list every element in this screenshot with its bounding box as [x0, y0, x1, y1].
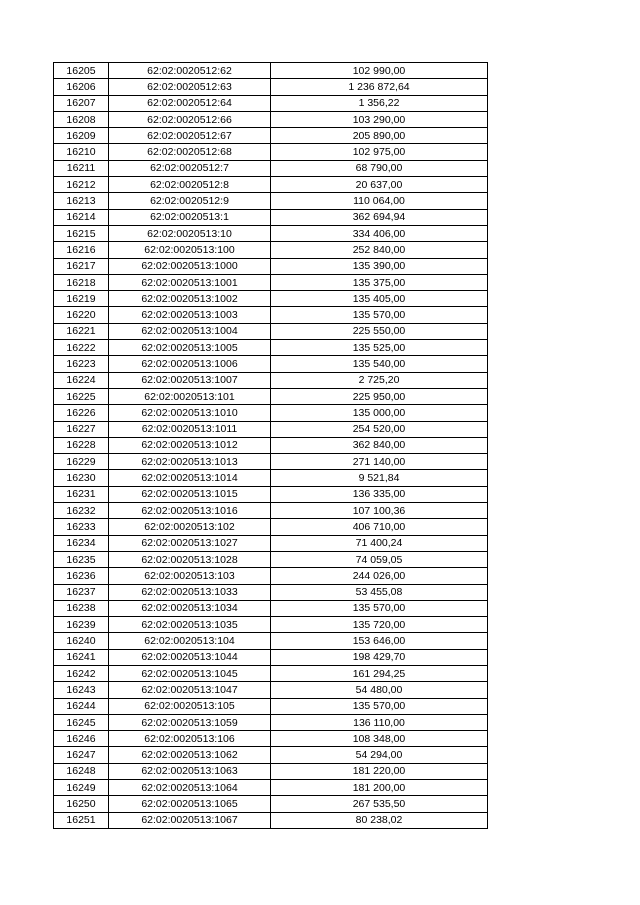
cadastral-value-cell: 135 570,00 [271, 307, 488, 323]
cadastral-number-cell: 62:02:0020513:1003 [109, 307, 271, 323]
cadastral-value-cell: 54 480,00 [271, 682, 488, 698]
table-row [54, 714, 488, 730]
cadastral-value-cell: 136 110,00 [271, 714, 488, 730]
row-number-cell: 16241 [54, 649, 109, 665]
cadastral-number-cell: 62:02:0020512:64 [109, 95, 271, 111]
cadastral-value-cell: 252 840,00 [271, 242, 488, 258]
cadastral-number-cell: 62:02:0020513:1002 [109, 291, 271, 307]
cadastral-value-cell: 135 390,00 [271, 258, 488, 274]
row-number-cell: 16215 [54, 225, 109, 241]
cadastral-number-cell: 62:02:0020513:1033 [109, 584, 271, 600]
cadastral-number-cell: 62:02:0020513:1044 [109, 649, 271, 665]
table-row [54, 209, 488, 225]
cadastral-value-cell: 103 290,00 [271, 111, 488, 127]
cadastral-number-cell: 62:02:0020513:1065 [109, 796, 271, 812]
row-number-cell: 16212 [54, 177, 109, 193]
cadastral-value-cell: 161 294,25 [271, 665, 488, 681]
cadastral-number-cell: 62:02:0020512:7 [109, 160, 271, 176]
cadastral-number-cell: 62:02:0020513:104 [109, 633, 271, 649]
cadastral-number-cell: 62:02:0020513:1016 [109, 503, 271, 519]
cadastral-value-cell: 135 000,00 [271, 405, 488, 421]
cadastral-value-cell: 1 356,22 [271, 95, 488, 111]
table-row [54, 649, 488, 665]
row-number-cell: 16235 [54, 551, 109, 567]
cadastral-value-cell: 362 694,94 [271, 209, 488, 225]
row-number-cell: 16238 [54, 600, 109, 616]
table-row [54, 470, 488, 486]
cadastral-value-cell: 135 720,00 [271, 617, 488, 633]
cadastral-value-cell: 135 540,00 [271, 356, 488, 372]
table-row [54, 454, 488, 470]
cadastral-value-cell: 135 525,00 [271, 340, 488, 356]
table-row [54, 519, 488, 535]
cadastral-value-cell: 135 570,00 [271, 698, 488, 714]
row-number-cell: 16228 [54, 437, 109, 453]
row-number-cell: 16213 [54, 193, 109, 209]
cadastral-number-cell: 62:02:0020513:10 [109, 225, 271, 241]
row-number-cell: 16206 [54, 79, 109, 95]
row-number-cell: 16220 [54, 307, 109, 323]
table-row [54, 274, 488, 290]
cadastral-number-cell: 62:02:0020513:1028 [109, 551, 271, 567]
row-number-cell: 16249 [54, 780, 109, 796]
cadastral-value-cell: 205 890,00 [271, 128, 488, 144]
table-row [54, 747, 488, 763]
row-number-cell: 16251 [54, 812, 109, 828]
cadastral-number-cell: 62:02:0020513:1027 [109, 535, 271, 551]
table-row [54, 193, 488, 209]
table-row [54, 95, 488, 111]
table-row [54, 731, 488, 747]
cadastral-number-cell: 62:02:0020513:106 [109, 731, 271, 747]
row-number-cell: 16226 [54, 405, 109, 421]
cadastral-number-cell: 62:02:0020513:1001 [109, 274, 271, 290]
cadastral-number-cell: 62:02:0020513:1012 [109, 437, 271, 453]
table-row [54, 698, 488, 714]
row-number-cell: 16217 [54, 258, 109, 274]
cadastral-value-cell: 225 950,00 [271, 388, 488, 404]
cadastral-value-cell: 108 348,00 [271, 731, 488, 747]
table-row [54, 258, 488, 274]
table-row [54, 225, 488, 241]
row-number-cell: 16231 [54, 486, 109, 502]
cadastral-value-cell: 181 200,00 [271, 780, 488, 796]
row-number-cell: 16224 [54, 372, 109, 388]
cadastral-number-cell: 62:02:0020513:1063 [109, 763, 271, 779]
table-row [54, 242, 488, 258]
row-number-cell: 16214 [54, 209, 109, 225]
row-number-cell: 16219 [54, 291, 109, 307]
cadastral-value-cell: 102 990,00 [271, 63, 488, 79]
table-row [54, 405, 488, 421]
cadastral-number-cell: 62:02:0020513:1005 [109, 340, 271, 356]
cadastral-number-cell: 62:02:0020513:1047 [109, 682, 271, 698]
cadastral-number-cell: 62:02:0020513:1011 [109, 421, 271, 437]
table-row [54, 291, 488, 307]
table-row [54, 551, 488, 567]
row-number-cell: 16208 [54, 111, 109, 127]
table-row [54, 307, 488, 323]
cadastral-number-cell: 62:02:0020513:1062 [109, 747, 271, 763]
table-row [54, 763, 488, 779]
table-row [54, 356, 488, 372]
cadastral-number-cell: 62:02:0020512:66 [109, 111, 271, 127]
cadastral-value-cell: 153 646,00 [271, 633, 488, 649]
cadastral-number-cell: 62:02:0020512:8 [109, 177, 271, 193]
cadastral-value-cell: 267 535,50 [271, 796, 488, 812]
cadastral-value-cell: 2 725,20 [271, 372, 488, 388]
cadastral-value-cell: 54 294,00 [271, 747, 488, 763]
cadastral-number-cell: 62:02:0020513:1064 [109, 780, 271, 796]
cadastral-number-cell: 62:02:0020513:1 [109, 209, 271, 225]
cadastral-number-cell: 62:02:0020513:1059 [109, 714, 271, 730]
cadastral-number-cell: 62:02:0020513:103 [109, 568, 271, 584]
cadastral-value-cell: 74 059,05 [271, 551, 488, 567]
table-row [54, 796, 488, 812]
document-page [53, 62, 487, 829]
table-row [54, 63, 488, 79]
row-number-cell: 16216 [54, 242, 109, 258]
table-row [54, 600, 488, 616]
row-number-cell: 16230 [54, 470, 109, 486]
cadastral-number-cell: 62:02:0020513:1034 [109, 600, 271, 616]
table-row [54, 682, 488, 698]
cadastral-value-cell: 1 236 872,64 [271, 79, 488, 95]
row-number-cell: 16229 [54, 454, 109, 470]
table-row [54, 111, 488, 127]
row-number-cell: 16248 [54, 763, 109, 779]
cadastral-number-cell: 62:02:0020512:68 [109, 144, 271, 160]
cadastral-value-table [53, 62, 488, 829]
row-number-cell: 16233 [54, 519, 109, 535]
cadastral-number-cell: 62:02:0020512:63 [109, 79, 271, 95]
cadastral-number-cell: 62:02:0020513:102 [109, 519, 271, 535]
cadastral-value-cell: 71 400,24 [271, 535, 488, 551]
table-row [54, 665, 488, 681]
row-number-cell: 16239 [54, 617, 109, 633]
row-number-cell: 16205 [54, 63, 109, 79]
table-row [54, 323, 488, 339]
row-number-cell: 16221 [54, 323, 109, 339]
table-row [54, 437, 488, 453]
cadastral-value-cell: 20 637,00 [271, 177, 488, 193]
row-number-cell: 16244 [54, 698, 109, 714]
table-row [54, 584, 488, 600]
row-number-cell: 16247 [54, 747, 109, 763]
table-row [54, 160, 488, 176]
cadastral-number-cell: 62:02:0020513:1007 [109, 372, 271, 388]
row-number-cell: 16243 [54, 682, 109, 698]
cadastral-number-cell: 62:02:0020512:9 [109, 193, 271, 209]
cadastral-value-cell: 135 570,00 [271, 600, 488, 616]
table-row [54, 177, 488, 193]
table-row [54, 780, 488, 796]
cadastral-value-cell: 110 064,00 [271, 193, 488, 209]
row-number-cell: 16250 [54, 796, 109, 812]
table-row [54, 617, 488, 633]
table-body [54, 63, 488, 829]
cadastral-value-cell: 9 521,84 [271, 470, 488, 486]
table-row [54, 535, 488, 551]
table-row [54, 421, 488, 437]
cadastral-value-cell: 198 429,70 [271, 649, 488, 665]
table-row [54, 144, 488, 160]
cadastral-value-cell: 225 550,00 [271, 323, 488, 339]
cadastral-number-cell: 62:02:0020513:1015 [109, 486, 271, 502]
row-number-cell: 16218 [54, 274, 109, 290]
cadastral-number-cell: 62:02:0020513:1000 [109, 258, 271, 274]
row-number-cell: 16242 [54, 665, 109, 681]
row-number-cell: 16236 [54, 568, 109, 584]
cadastral-number-cell: 62:02:0020513:1006 [109, 356, 271, 372]
table-row [54, 79, 488, 95]
cadastral-value-cell: 334 406,00 [271, 225, 488, 241]
cadastral-value-cell: 254 520,00 [271, 421, 488, 437]
cadastral-value-cell: 107 100,36 [271, 503, 488, 519]
cadastral-number-cell: 62:02:0020513:1013 [109, 454, 271, 470]
cadastral-value-cell: 362 840,00 [271, 437, 488, 453]
cadastral-number-cell: 62:02:0020513:1067 [109, 812, 271, 828]
cadastral-value-cell: 102 975,00 [271, 144, 488, 160]
row-number-cell: 16225 [54, 388, 109, 404]
cadastral-number-cell: 62:02:0020512:62 [109, 63, 271, 79]
cadastral-number-cell: 62:02:0020513:1010 [109, 405, 271, 421]
row-number-cell: 16222 [54, 340, 109, 356]
table-row [54, 633, 488, 649]
cadastral-value-cell: 68 790,00 [271, 160, 488, 176]
cadastral-number-cell: 62:02:0020513:1045 [109, 665, 271, 681]
row-number-cell: 16207 [54, 95, 109, 111]
cadastral-value-cell: 53 455,08 [271, 584, 488, 600]
row-number-cell: 16237 [54, 584, 109, 600]
table-row [54, 340, 488, 356]
cadastral-value-cell: 80 238,02 [271, 812, 488, 828]
cadastral-value-cell: 181 220,00 [271, 763, 488, 779]
table-row [54, 372, 488, 388]
table-row [54, 486, 488, 502]
cadastral-value-cell: 406 710,00 [271, 519, 488, 535]
cadastral-value-cell: 135 375,00 [271, 274, 488, 290]
row-number-cell: 16240 [54, 633, 109, 649]
cadastral-number-cell: 62:02:0020513:100 [109, 242, 271, 258]
table-row [54, 568, 488, 584]
row-number-cell: 16211 [54, 160, 109, 176]
row-number-cell: 16210 [54, 144, 109, 160]
table-row [54, 388, 488, 404]
cadastral-value-cell: 136 335,00 [271, 486, 488, 502]
row-number-cell: 16232 [54, 503, 109, 519]
row-number-cell: 16227 [54, 421, 109, 437]
cadastral-value-cell: 244 026,00 [271, 568, 488, 584]
cadastral-number-cell: 62:02:0020513:1035 [109, 617, 271, 633]
table-row [54, 128, 488, 144]
cadastral-number-cell: 62:02:0020513:1014 [109, 470, 271, 486]
cadastral-number-cell: 62:02:0020513:105 [109, 698, 271, 714]
cadastral-number-cell: 62:02:0020513:101 [109, 388, 271, 404]
cadastral-value-cell: 135 405,00 [271, 291, 488, 307]
cadastral-number-cell: 62:02:0020513:1004 [109, 323, 271, 339]
row-number-cell: 16209 [54, 128, 109, 144]
table-row [54, 503, 488, 519]
row-number-cell: 16245 [54, 714, 109, 730]
cadastral-value-cell: 271 140,00 [271, 454, 488, 470]
table-row [54, 812, 488, 828]
row-number-cell: 16234 [54, 535, 109, 551]
cadastral-number-cell: 62:02:0020512:67 [109, 128, 271, 144]
row-number-cell: 16223 [54, 356, 109, 372]
row-number-cell: 16246 [54, 731, 109, 747]
